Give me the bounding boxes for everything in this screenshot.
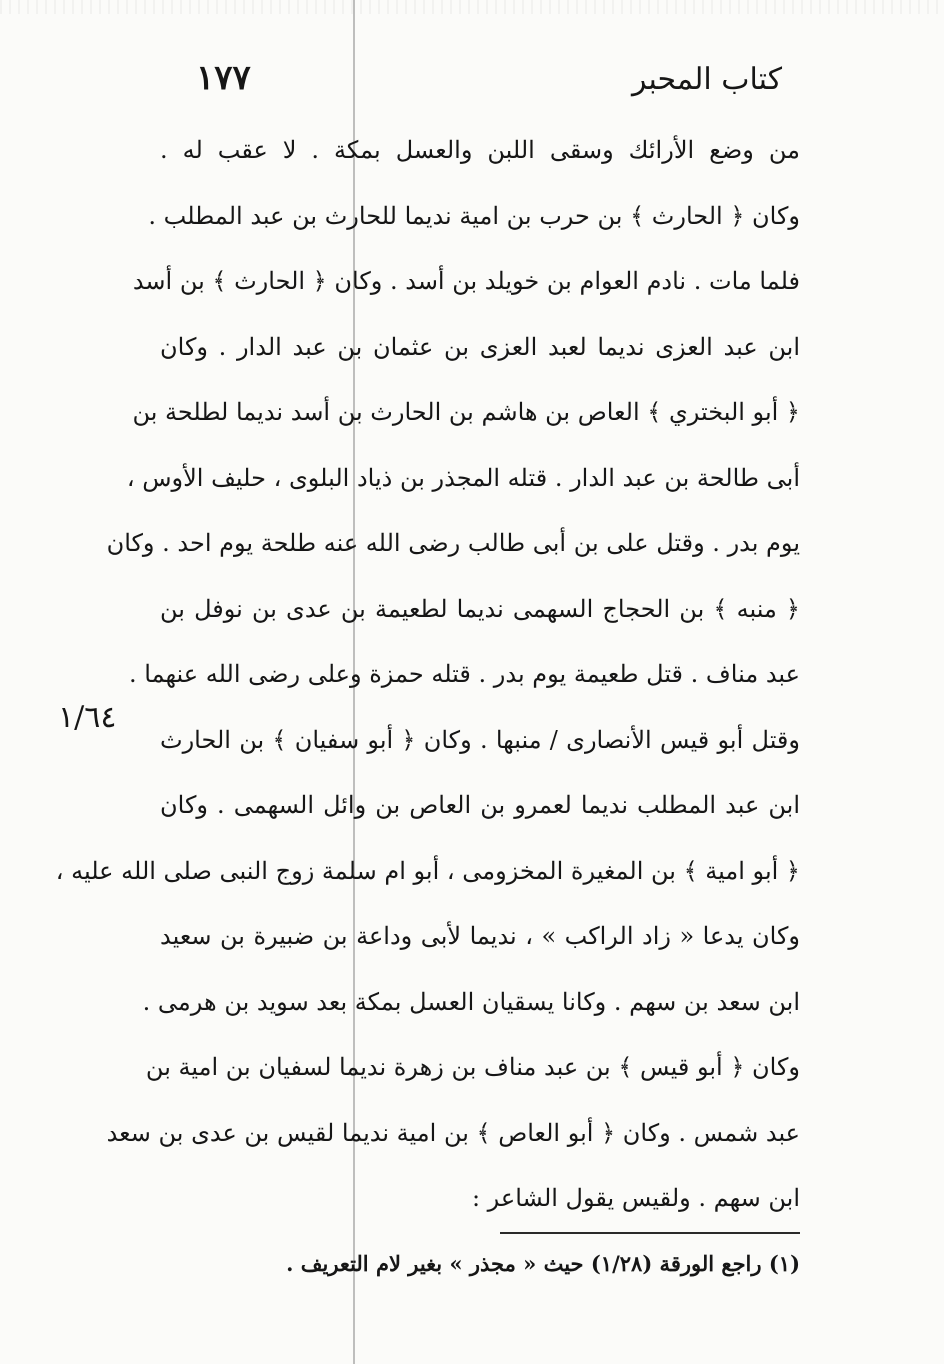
text-line: وكان ﴿ الحارث ﴾ بن حرب بن امية نديما للحارث بن عبد المطلب . [148,201,800,230]
text-line: ﴿ أبو البختري ﴾ العاص بن هاشم بن الحارث بن أسد نديما لطلحة بن [132,398,800,426]
text-line: ابن عبد المطلب نديما لعمرو بن العاص بن وائل السهمى . وكان [160,791,800,819]
text-line: وكان ﴿ أبو قيس ﴾ بن عبد مناف بن زهرة نديما لسفيان بن امية بن [145,1053,800,1081]
text-line: أبى طالحة بن عبد الدار . قتله المجذر بن ذياد البلوى ، حليف الأوس ، [126,463,800,492]
text-line: فلما مات . نادم العوام بن خويلد بن أسد . وكان ﴿ الحارث ﴾ بن أسد [132,267,800,295]
text-line: من وضع الأرائك وسقى اللبن والعسل بمكة . لا عقب له . [160,136,800,164]
text-line: ابن عبد العزى نديما لعبد العزى بن عثمان بن عبد الدار . وكان [160,332,800,361]
text-line: ﴿ منبه ﴾ بن الحجاج السهمى نديما لطعيمة بن عدى بن نوفل بن [160,594,800,623]
text-line: عبد شمس . وكان ﴿ أبو العاص ﴾ بن امية نديما لقيس بن عدى بن سعد [106,1118,800,1147]
margin-folio-reference: ١/٦٤ [58,700,117,735]
text-line: ابن سعد بن سهم . وكانا يسقيان العسل بمكة بعد سويد بن هرمى . [142,987,800,1016]
page-top-edge [0,0,944,14]
footnote-divider [500,1232,800,1234]
running-title: كتاب المحبر [631,62,782,97]
footnote: (١) راجع الورقة (١/٢٨) حيث « مجذر » بغير لام التعريف . [286,1251,800,1276]
text-line: عبد مناف . قتل طعيمة يوم بدر . قتله حمزة وعلى رضى الله عنهما . [129,660,800,688]
text-line: ابن سهم . ولقيس يقول الشاعر : [471,1184,800,1212]
text-line: ﴿ أبو امية ﴾ بن المغيرة المخزومى ، أبو ام سلمة زوج النبى صلى الله عليه ، [55,856,800,885]
text-line: وكان يدعا « زاد الراكب » ، نديما لأبى وداعة بن ضبيرة بن سعيد [160,922,800,950]
text-line: يوم بدر . وقتل على بن أبى طالب رضى الله عنه طلحة يوم احد . وكان [106,529,800,557]
page-number: ١٧٧ [196,58,251,98]
text-line: وقتل أبو قيس الأنصارى / منبها . وكان ﴿ أبو سفيان ﴾ بن الحارث [160,725,800,754]
